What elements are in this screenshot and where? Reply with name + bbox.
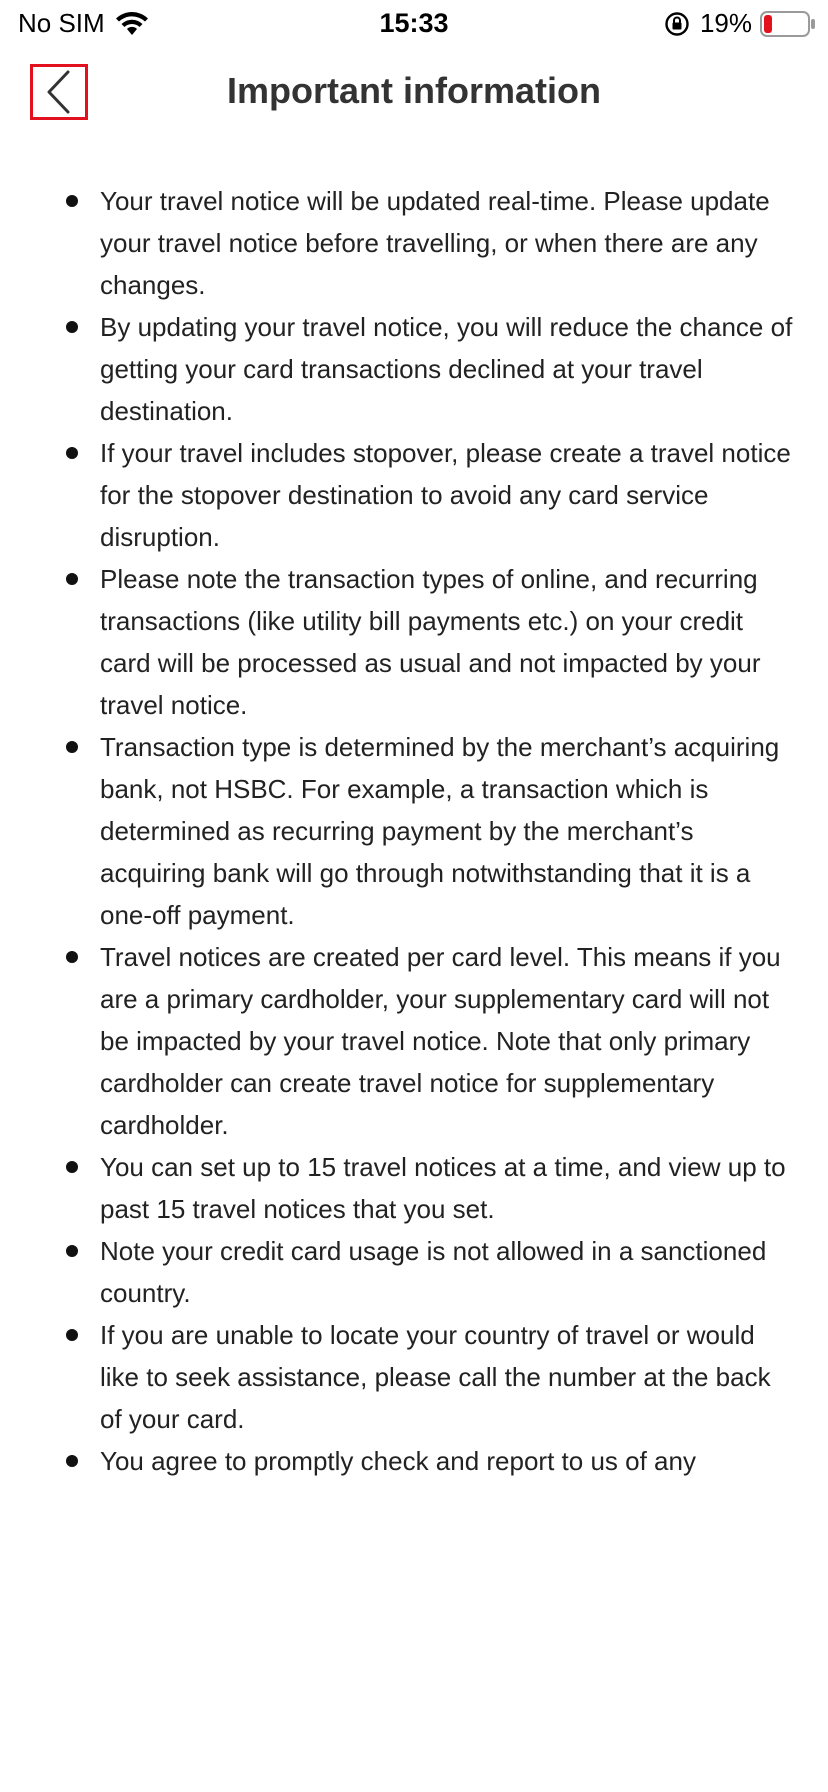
battery-icon — [760, 10, 816, 38]
list-item-text: You can set up to 15 travel notices at a time, and view up to past 15 travel notices that you set. — [100, 1152, 786, 1224]
list-item-text: Note your credit card usage is not allowed in a sanctioned country. — [100, 1236, 767, 1308]
list-item — [0, 1230, 828, 1314]
bullet-icon — [66, 573, 78, 585]
bullet-icon — [66, 951, 78, 963]
list-item — [0, 936, 828, 1146]
bullet-icon — [66, 1329, 78, 1341]
status-time: 15:33 — [379, 8, 449, 38]
bullet-icon — [66, 1161, 78, 1173]
list-item-text: Travel notices are created per card level. This means if you are a primary cardholder, your supplementary card will not be impacted by your travel notice. Note that only primary cardholder can create travel notice for supplementary cardholder. — [100, 942, 781, 1140]
status-right — [664, 8, 816, 39]
carrier-label: No SIM — [18, 8, 105, 38]
bullet-icon — [66, 195, 78, 207]
list-item — [0, 180, 828, 306]
bullet-icon — [66, 321, 78, 333]
list-item — [0, 558, 828, 726]
status-bar — [0, 0, 828, 52]
battery-percent: 19% — [699, 8, 752, 38]
list-item-text: By updating your travel notice, you will reduce the chance of getting your card transactions declined at your travel destination. — [100, 312, 793, 426]
list-item-text: You agree to promptly check and report to us of any — [100, 1446, 696, 1476]
bullet-icon — [66, 1455, 78, 1467]
list-item-text: If your travel includes stopover, please create a travel notice for the stopover destination to avoid any card service disruption. — [100, 438, 791, 552]
list-item-text: Transaction type is determined by the merchant’s acquiring bank, not HSBC. For example, a transaction which is determined as recurring payment by the merchant’s acquiring bank will go through notwithstanding that it is a one-off payment. — [100, 732, 780, 930]
list-item-text: If you are unable to locate your country of travel or would like to seek assistance, please call the number at the back of your card. — [100, 1320, 771, 1434]
bullet-icon — [66, 1245, 78, 1257]
list-item — [0, 306, 828, 432]
list-item — [0, 1314, 828, 1440]
list-item-text: Your travel notice will be updated real-time. Please update your travel notice before travelling, or when there are any changes. — [100, 186, 770, 300]
list-item — [0, 432, 828, 558]
info-list — [0, 180, 828, 1482]
bullet-icon — [66, 741, 78, 753]
list-item-text: Please note the transaction types of online, and recurring transactions (like utility bill payments etc.) on your credit card will be processed as usual and not impacted by your travel notice. — [100, 564, 761, 720]
list-item — [0, 1440, 828, 1482]
list-item — [0, 1146, 828, 1230]
orientation-lock-icon — [664, 11, 690, 37]
bullet-icon — [66, 447, 78, 459]
list-item — [0, 726, 828, 936]
page-title: Important information — [227, 70, 601, 111]
header — [0, 58, 828, 130]
